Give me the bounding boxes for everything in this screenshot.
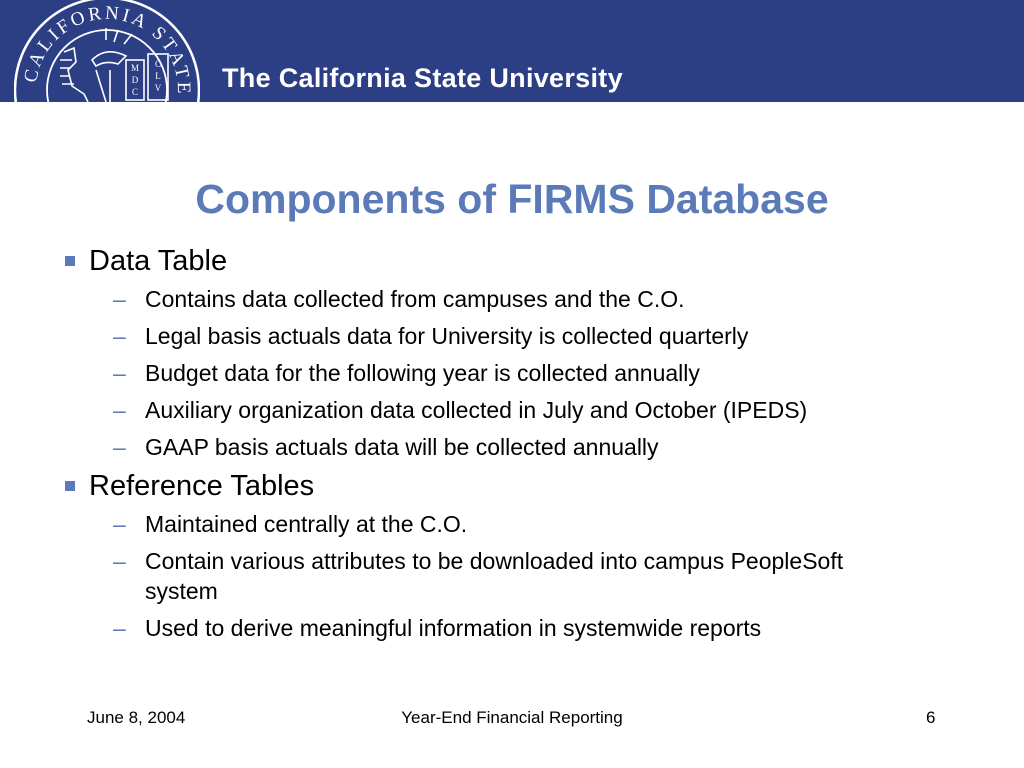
sub-bullet: [62, 395, 865, 425]
sub-bullet: [62, 321, 962, 351]
sub-bullet-text: Auxiliary organization data collected in July and October (IPEDS): [145, 397, 808, 423]
dash-bullet-icon: –: [113, 511, 126, 537]
seal-letter-l: L: [155, 71, 161, 81]
dash-bullet-icon: –: [113, 397, 126, 423]
header-bar: [0, 0, 1024, 102]
sub-bullet: [62, 358, 962, 388]
sub-bullet: [62, 432, 962, 462]
slide-title: Components of FIRMS Database: [195, 176, 829, 222]
bullet-reference-tables: [62, 469, 962, 503]
dash-bullet-icon: –: [113, 286, 126, 312]
sub-bullet-text: Maintained centrally at the C.O.: [145, 511, 468, 537]
seal-letter-c2: C: [154, 59, 162, 69]
sub-bullet: [62, 509, 962, 539]
sub-bullet-text: Used to derive meaningful information in systemwide reports: [145, 615, 762, 641]
bullet-data-table: [62, 244, 962, 278]
header-title: The California State University: [222, 63, 623, 93]
sub-bullet-text: Contain various attributes to be downloaded into campus PeopleSoft system: [145, 548, 844, 604]
svg-text:CALIFORNIA STATE UNIVERSITY: CALIFORNIA STATE: [20, 2, 195, 97]
page-number: 6: [926, 708, 936, 727]
dash-bullet-icon: –: [113, 548, 126, 574]
dash-bullet-icon: –: [113, 434, 126, 460]
seal-letter-c: C: [131, 87, 139, 97]
sub-bullet: [62, 613, 962, 643]
sub-bullet-text: GAAP basis actuals data will be collected annually: [145, 434, 659, 460]
sub-bullet-text: Contains data collected from campuses and the C.O.: [145, 286, 685, 312]
dash-bullet-icon: –: [113, 323, 126, 349]
seal-letter-m: M: [130, 63, 140, 73]
seal-letter-v: V: [154, 83, 162, 93]
bullet-heading: Reference Tables: [89, 470, 315, 502]
dash-bullet-icon: –: [113, 360, 126, 386]
sub-bullet-text: Budget data for the following year is collected annually: [145, 360, 700, 386]
sub-bullet: [62, 546, 865, 606]
footer-title: Year-End Financial Reporting: [401, 708, 623, 727]
sub-bullet-text: Legal basis actuals data for University is collected quarterly: [145, 323, 749, 349]
csu-seal-logo: [14, 0, 200, 102]
seal-letter-d: D: [131, 75, 139, 85]
slide-content: [62, 244, 962, 650]
square-bullet-icon: [65, 481, 75, 491]
square-bullet-icon: [65, 256, 75, 266]
dash-bullet-icon: –: [113, 615, 126, 641]
bullet-heading: Data Table: [89, 245, 228, 277]
sub-bullet: [62, 284, 962, 314]
footer-date: June 8, 2004: [87, 708, 186, 727]
